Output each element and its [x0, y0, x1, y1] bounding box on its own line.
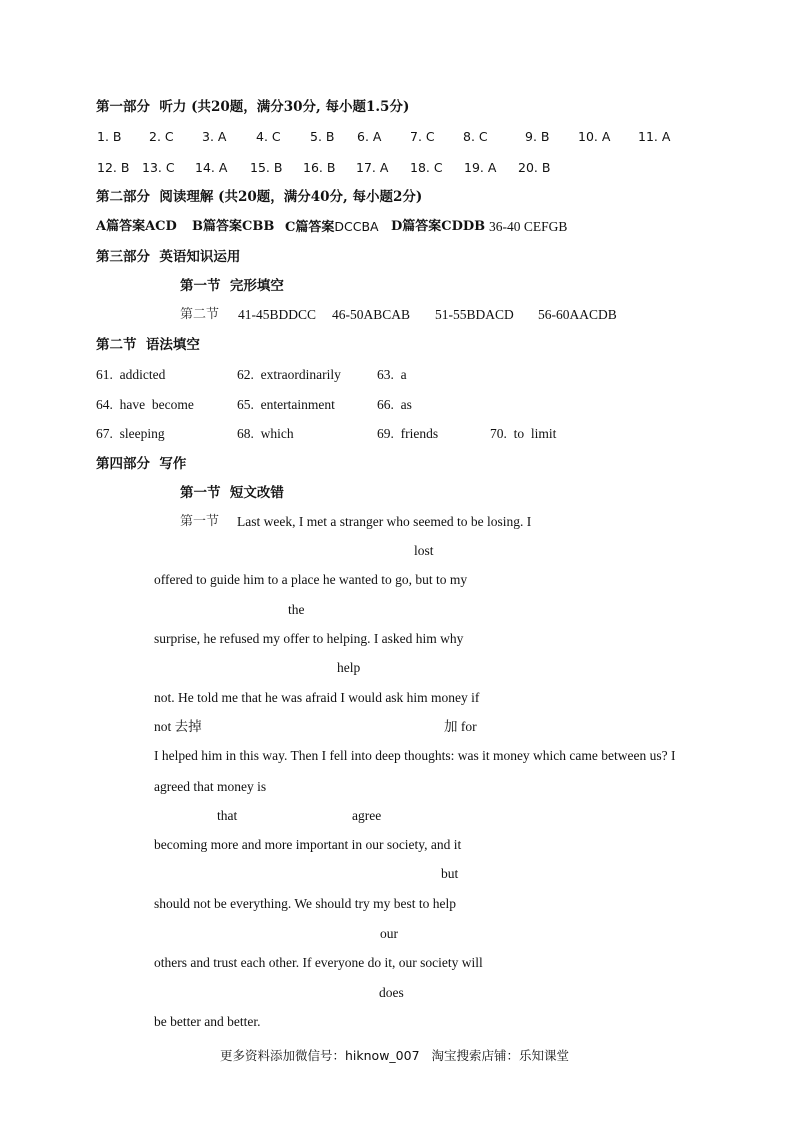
- footer-text: 更多资料添加微信号：hiknow_007 淘宝搜索店铺：乐知课堂: [220, 1048, 569, 1063]
- reading-answer-label: C篇答案: [285, 220, 335, 235]
- part3-section1-heading: 第一节 完形填空: [180, 278, 284, 294]
- passage-line: becoming more and more important in our society, and it: [154, 837, 462, 852]
- cloze-group: 56-60AACDB: [538, 307, 617, 322]
- correction-note: 加 for: [444, 719, 477, 734]
- part1-heading: 第一部分 听力 (共20题，满分30分, 每小题1.5分): [96, 99, 410, 115]
- answer-item: 12. B: [97, 160, 130, 175]
- grammar-answer: 66. as: [377, 397, 412, 412]
- correction-note: not 去掉: [154, 719, 202, 734]
- passage-line: surprise, he refused my offer to helping. I asked him why: [154, 631, 464, 646]
- reading-answer-36-40: 36-40 CEFGB: [489, 219, 568, 234]
- answer-item: 20. B: [518, 160, 551, 175]
- passage-line: be better and better.: [154, 1014, 261, 1029]
- part3-section2-heading: 第二节 语法填空: [96, 337, 200, 353]
- answer-item: 4. C: [256, 129, 281, 144]
- grammar-answer: 61. addicted: [96, 367, 166, 382]
- passage-line: I helped him in this way. Then I fell into deep thoughts: was it money which came between us? I: [154, 748, 676, 763]
- answer-item: 1. B: [97, 129, 122, 144]
- answer-item: 14. A: [195, 160, 228, 175]
- answer-item: 10. A: [578, 129, 611, 144]
- reading-answer-label: A篇答案: [96, 219, 146, 234]
- part3-heading: 第三部分 英语知识运用: [96, 249, 241, 265]
- correction-note: does: [379, 985, 404, 1000]
- answer-item: 7. C: [410, 129, 435, 144]
- answer-item: 17. A: [356, 160, 389, 175]
- answer-item: 9. B: [525, 129, 550, 144]
- grammar-answer: 67. sleeping: [96, 426, 165, 441]
- reading-answer-value: DCCBA: [334, 219, 379, 234]
- correction-note: agree: [352, 808, 382, 823]
- reading-answer-value: ACD: [145, 219, 177, 234]
- grammar-answer: 70. to limit: [490, 426, 557, 441]
- reading-answer-d: [391, 219, 485, 235]
- correction-note: lost: [414, 543, 434, 558]
- grammar-answer: 63. a: [377, 367, 407, 382]
- correction-note: our: [380, 926, 398, 941]
- passage-line: Last week, I met a stranger who seemed to be losing. I: [237, 514, 532, 529]
- correction-note: that: [217, 808, 238, 823]
- correction-note: help: [337, 660, 361, 675]
- cloze-section-label: 第二节: [180, 307, 220, 322]
- answer-item: 6. A: [357, 129, 382, 144]
- grammar-answer: 62. extraordinarily: [237, 367, 341, 382]
- passage-line: offered to guide him to a place he wanted to go, but to my: [154, 572, 468, 587]
- reading-answer-b: [192, 219, 274, 235]
- passage-line: agreed that money is: [154, 779, 267, 794]
- cloze-group: 51-55BDACD: [435, 307, 514, 322]
- answer-item: 2. C: [149, 129, 174, 144]
- answer-item: 18. C: [410, 160, 443, 175]
- grammar-answer: 65. entertainment: [237, 397, 335, 412]
- passage-section-label: 第一节: [180, 514, 220, 529]
- correction-note: the: [288, 602, 305, 617]
- reading-answer-c: [285, 219, 379, 236]
- reading-answer-value: CDDB: [441, 219, 486, 234]
- answer-item: 5. B: [310, 129, 335, 144]
- reading-answer-value: CBB: [242, 219, 275, 234]
- answer-item: 8. C: [463, 129, 488, 144]
- reading-answer-label: D篇答案: [391, 219, 442, 234]
- passage-line: others and trust each other. If everyone do it, our society will: [154, 955, 483, 970]
- reading-answer-label: B篇答案: [192, 219, 242, 234]
- part4-section1-heading: 第一节 短文改错: [180, 485, 284, 501]
- cloze-group: 46-50ABCAB: [332, 307, 411, 322]
- answer-item: 13. C: [142, 160, 175, 175]
- answer-item: 16. B: [303, 160, 336, 175]
- grammar-answer: 69. friends: [377, 426, 439, 441]
- answer-item: 19. A: [464, 160, 497, 175]
- correction-note: but: [441, 866, 459, 881]
- cloze-group: 41-45BDDCC: [238, 307, 317, 322]
- reading-answer-a: [96, 219, 177, 235]
- passage-line: not. He told me that he was afraid I would ask him money if: [154, 690, 480, 705]
- passage-line: should not be everything. We should try my best to help: [154, 896, 457, 911]
- answer-item: 3. A: [202, 129, 227, 144]
- part4-heading: 第四部分 写作: [96, 456, 187, 472]
- grammar-answer: 64. have become: [96, 397, 194, 412]
- part2-heading: 第二部分 阅读理解 (共20题，满分40分, 每小题2分): [96, 189, 423, 205]
- grammar-answer: 68. which: [237, 426, 294, 441]
- answer-item: 15. B: [250, 160, 283, 175]
- answer-item: 11. A: [638, 129, 671, 144]
